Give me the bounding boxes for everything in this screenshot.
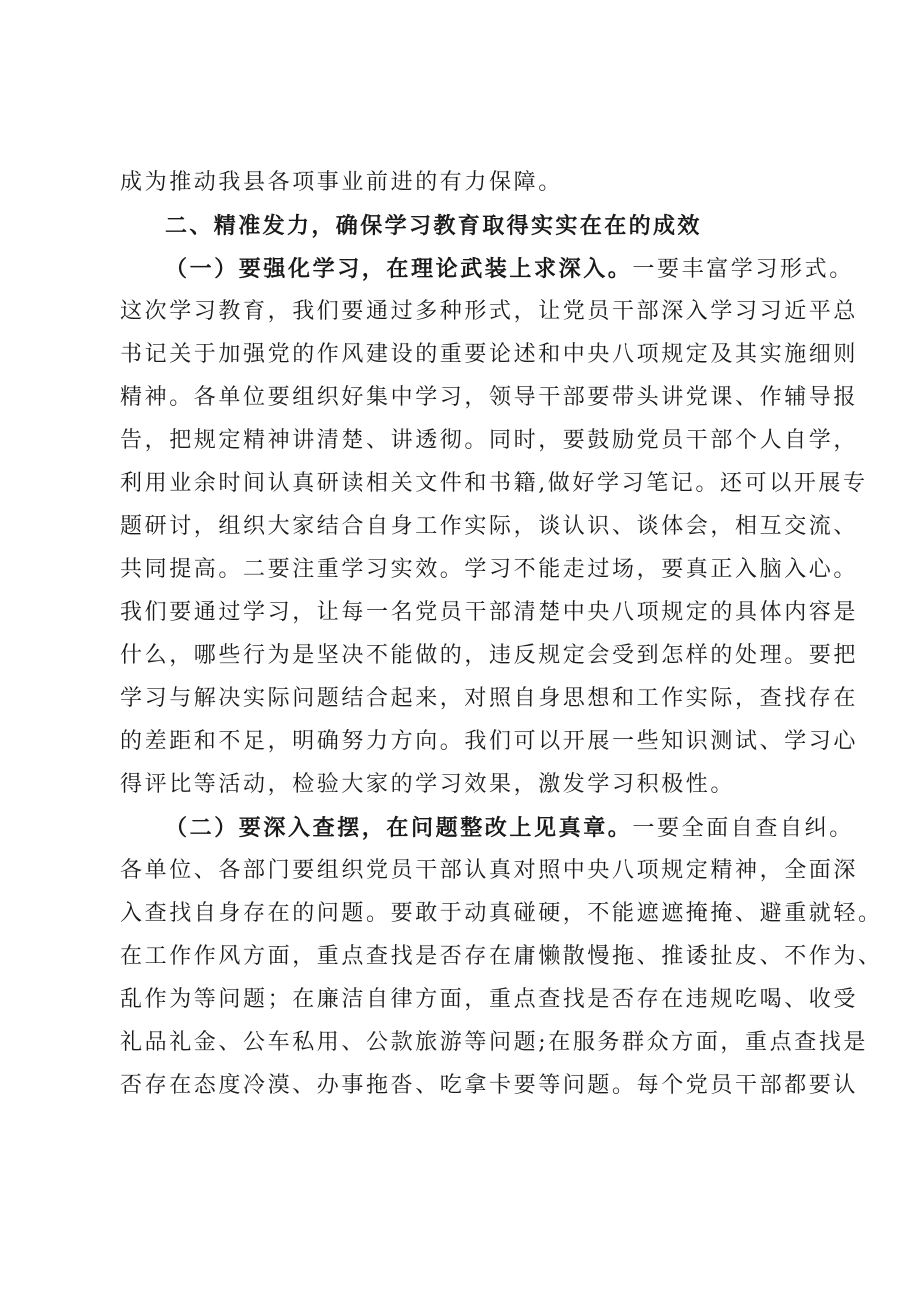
paragraph-line xyxy=(165,813,865,844)
paragraph-line: 这次学习教育，我们要通过多种形式，让党员干部深入学习习近平总 xyxy=(120,299,859,324)
paragraph-line: 精神。各单位要组织好集中学习，领导干部要带头讲党课、作辅导报 xyxy=(120,385,859,410)
paragraph-line: 题研讨，组织大家结合自身工作实际，谈认识、谈体会，相互交流、 xyxy=(120,514,859,539)
paragraph-line: 成为推动我县各项事业前进的有力保障。 xyxy=(120,170,563,195)
paragraph-text: 一要丰富学习形式。 xyxy=(632,257,854,282)
paragraph-line xyxy=(165,254,865,285)
paragraph-line: 学习与解决实际问题结合起来，对照自身思想和工作实际，查找存在 xyxy=(120,686,859,711)
paragraph-line: 什么，哪些行为是坚决不能做的，违反规定会受到怎样的处理。要把 xyxy=(120,643,859,668)
paragraph-line: 入查找自身存在的问题。要敢于动真碰硬，不能遮遮掩掩、避重就轻。 xyxy=(120,901,883,926)
paragraph-line: 得评比等活动，检验大家的学习效果，激发学习积极性。 xyxy=(120,772,736,797)
paragraph-line: 在工作作风方面，重点查找是否存在庸懒散慢拖、推诿扯皮、不作为、 xyxy=(120,944,883,969)
paragraph-line: 共同提高。二要注重学习实效。学习不能走过场，要真正入脑入心。 xyxy=(120,557,859,582)
subsection-heading: （二）要深入查摆，在问题整改上见真章。 xyxy=(165,815,633,841)
paragraph-line: 告，把规定精神讲清楚、讲透彻。同时，要鼓励党员干部个人自学， xyxy=(120,428,859,453)
paragraph-line: 我们要通过学习，让每一名党员干部清楚中央八项规定的具体内容是 xyxy=(120,600,859,625)
paragraph-line: 否存在态度冷漠、办事拖沓、吃拿卡要等问题。每个党员干部都要认 xyxy=(120,1073,859,1098)
paragraph-text: 一要全面自查自纠。 xyxy=(632,816,854,841)
paragraph-line: 各单位、各部门要组织党员干部认真对照中央八项规定精神，全面深 xyxy=(120,858,859,883)
subsection-heading: （一）要强化学习，在理论武装上求深入。 xyxy=(165,256,633,282)
paragraph-line: 书记关于加强党的作风建设的重要论述和中央八项规定及其实施细则 xyxy=(120,342,859,367)
paragraph-line: 利用业余时间认真研读相关文件和书籍,做好学习笔记。还可以开展专 xyxy=(120,471,868,496)
paragraph-line: 乱作为等问题；在廉洁自律方面，重点查找是否存在违规吃喝、收受 xyxy=(120,987,859,1012)
section-heading: 二、精准发力，确保学习教育取得实实在在的成效 xyxy=(165,213,702,239)
paragraph-line: 礼品礼金、公车私用、公款旅游等问题;在服务群众方面，重点查找是 xyxy=(120,1030,869,1055)
paragraph-line: 的差距和不足，明确努力方向。我们可以开展一些知识测试、学习心 xyxy=(120,729,859,754)
